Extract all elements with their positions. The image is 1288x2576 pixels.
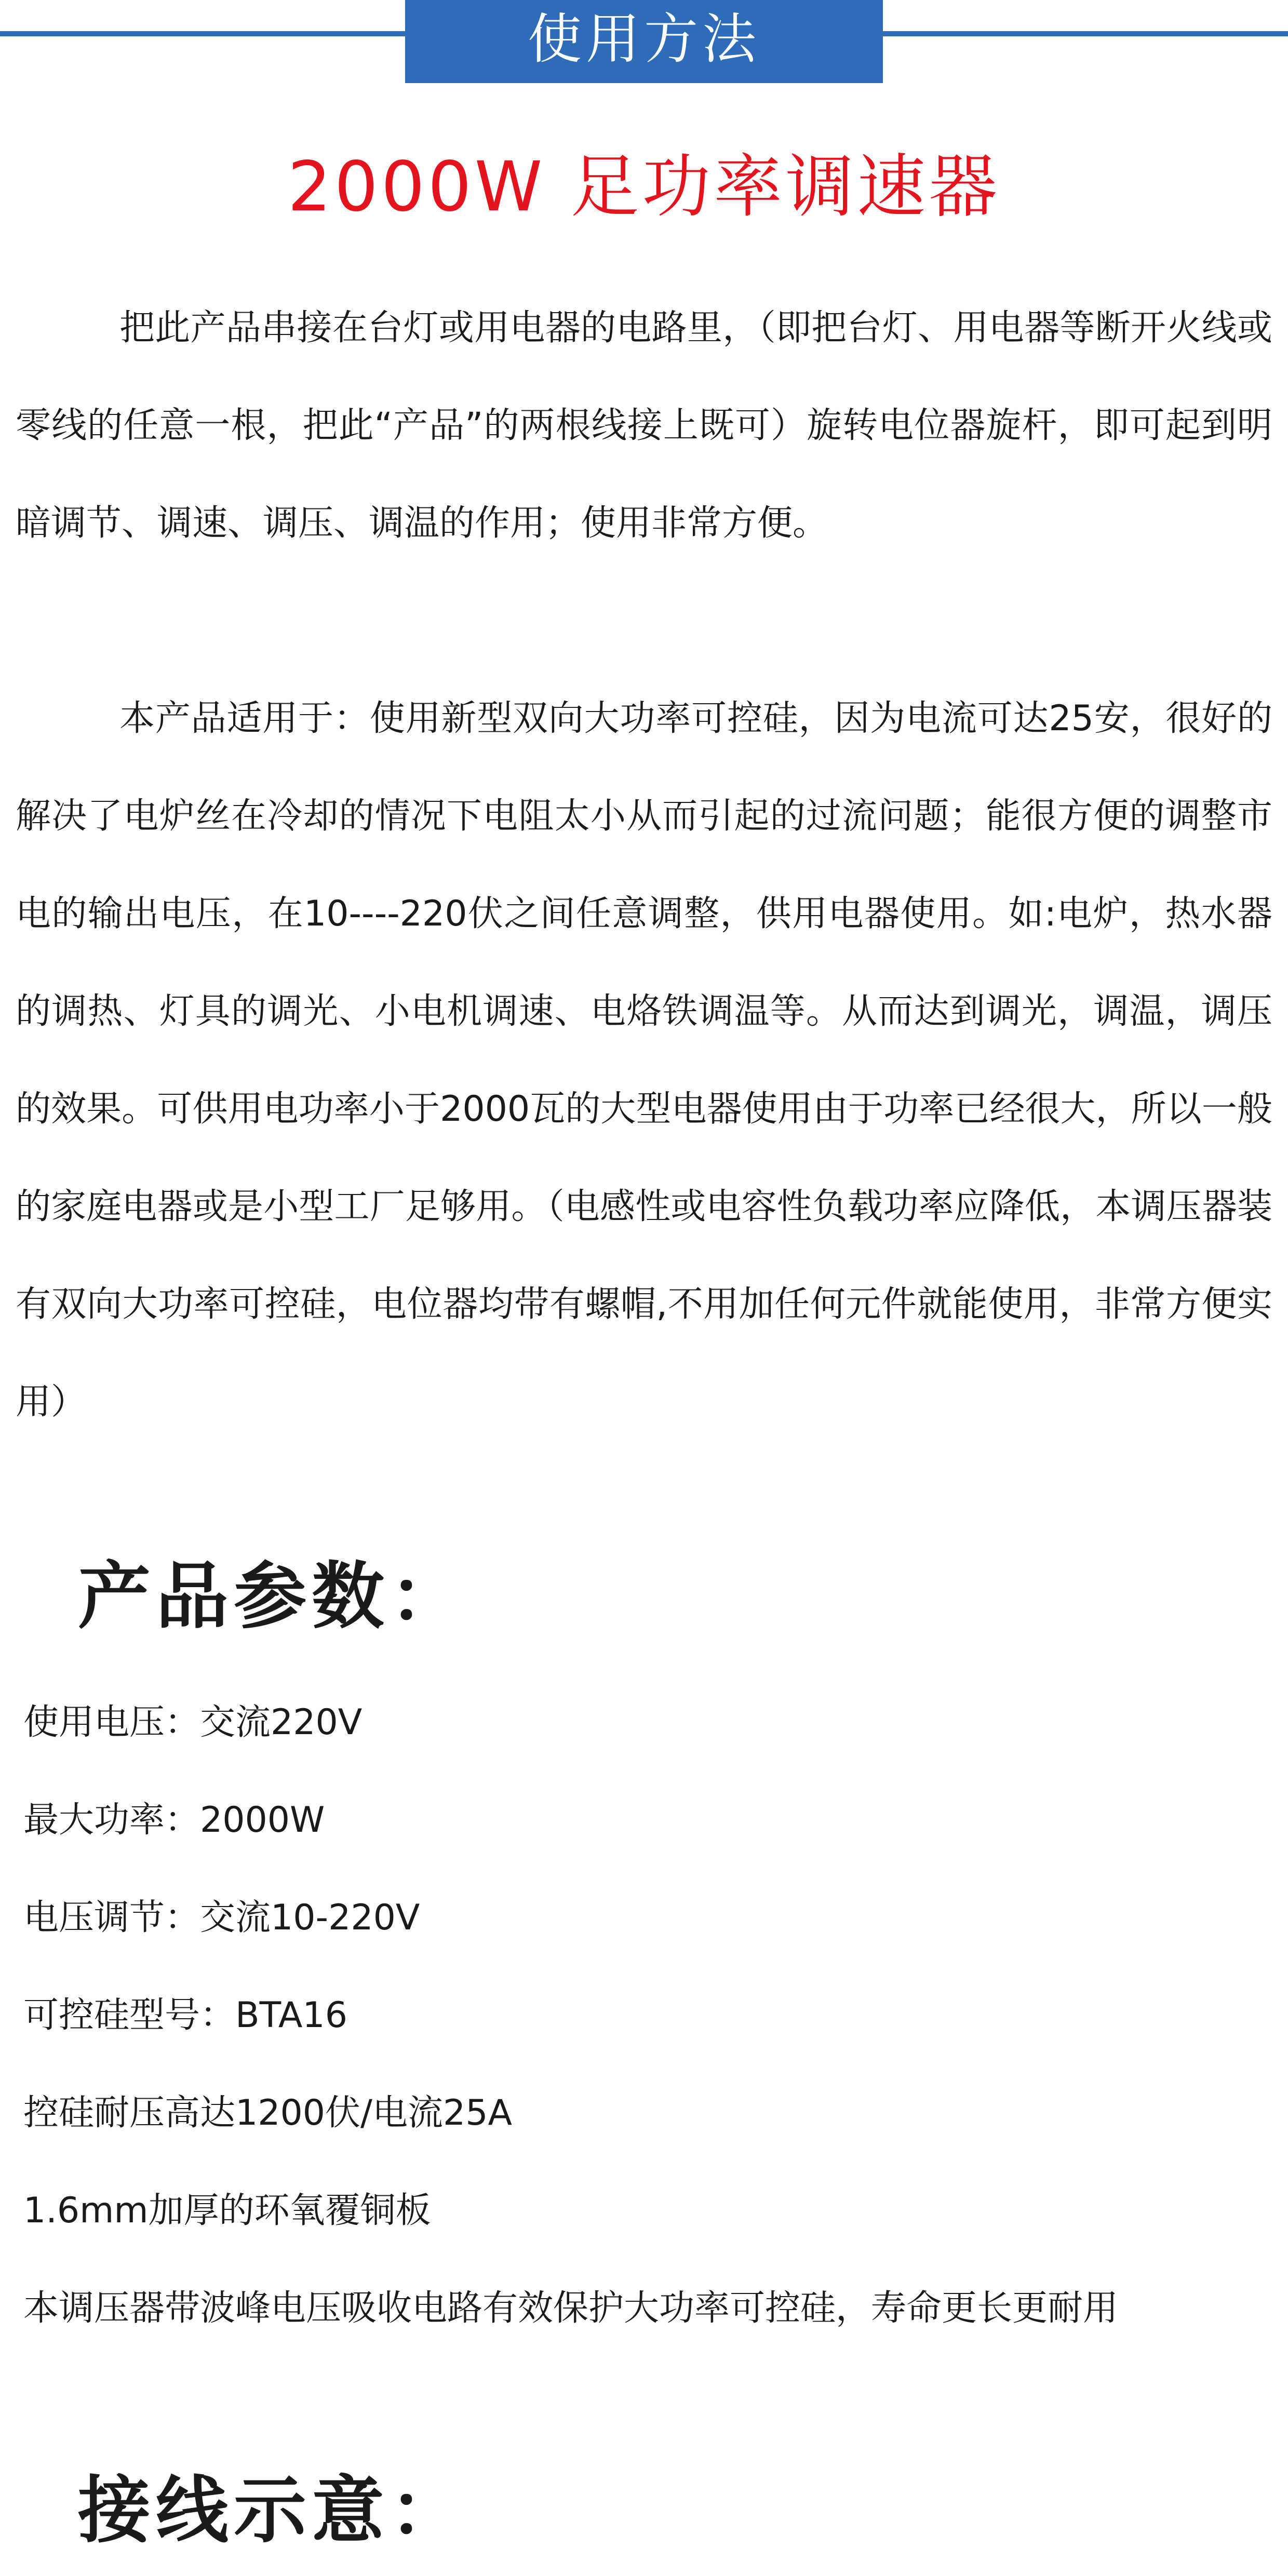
wiring-heading: 接线示意： [78,2468,468,2553]
params-heading: 产品参数： [78,1554,468,1639]
spec-item-thyristor-model: 可控硅型号：BTA16 [23,1995,347,2036]
product-title: 2000W 足功率调速器 [287,147,1001,227]
spec-item-thyristor-rating: 控硅耐压高达1200伏/电流25A [23,2092,513,2134]
spec-item-voltage: 使用电压：交流220V [23,1702,363,1743]
spec-item-max-power: 最大功率：2000W [23,1800,325,1841]
applicability-paragraph: 本产品适用于：使用新型双向大功率可控硅，因为电流可达25安，很好的解决了电炉丝在冷却的情况下电阻太小从而引起的过流问题；能很方便的调整市电的输出电压，在10----220伏之间任意调整，供用电器使用。如:电炉，热水器的调热、灯具的调光、小电机调速、电烙铁调温等。从而达到调光，调温，调压的效果。可供用电功率小于2000瓦的大型电器使用由于功率已经很大，所以一般的家庭电器或是小型工厂足够用。（电感性或电容性负载功率应降低，本调压器装有双向大功率可控硅，电位器均带有螺帽,不用加任何元件就能使用，非常方便实用） [16,698,1272,1423]
spec-item-pcb: 1.6mm加厚的环氧覆铜板 [23,2190,431,2231]
spec-item-protection: 本调压器带波峰电压吸收电路有效保护大功率可控硅，寿命更长更耐用 [23,2288,1119,2329]
spec-item-voltage-range: 电压调节：交流10-220V [23,1897,420,1938]
usage-paragraph: 把此产品串接在台灯或用电器的电路里，（即把台灯、用电器等断开火线或零线的任意一根，把此“产品”的两根线接上既可）旋转电位器旋杆，即可起到明暗调节、调速、调压、调温的作用；使用非常方便。 [16,307,1272,544]
section-tab-usage: 使用方法 [405,0,883,83]
